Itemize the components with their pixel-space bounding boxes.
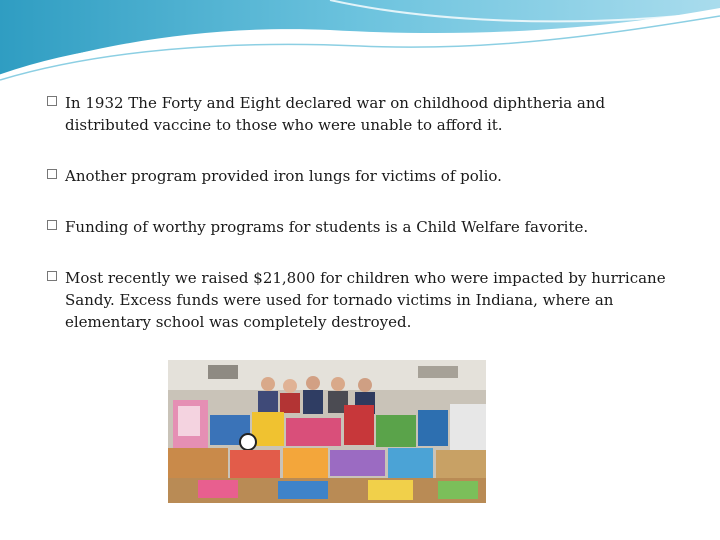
bullet-item (47, 92, 687, 136)
bullet-item (47, 267, 687, 333)
bullet-text: Most recently we raised $21,800 for children who were impacted by hurricane Sandy. Excess funds were used for tornado victims in Indiana, where an elementary school was completely destroyed. (65, 269, 666, 331)
bullet-box-icon (47, 96, 57, 106)
bullet-item (47, 165, 687, 187)
bullet-box-icon (47, 169, 57, 179)
bullet-text: In 1932 The Forty and Eight declared war on childhood diphtheria and distributed vaccine to those who were unable to afford it. (65, 94, 606, 134)
donated-toys-photo (168, 360, 486, 503)
bullet-box-icon (47, 271, 57, 281)
header-wave-decoration (0, 0, 720, 90)
bullet-text: Funding of worthy programs for students is a Child Welfare favorite. (65, 218, 589, 236)
bullet-list (47, 92, 687, 362)
bullet-box-icon (47, 220, 57, 230)
bullet-item (47, 216, 687, 238)
bullet-text: Another program provided iron lungs for victims of polio. (65, 167, 502, 185)
